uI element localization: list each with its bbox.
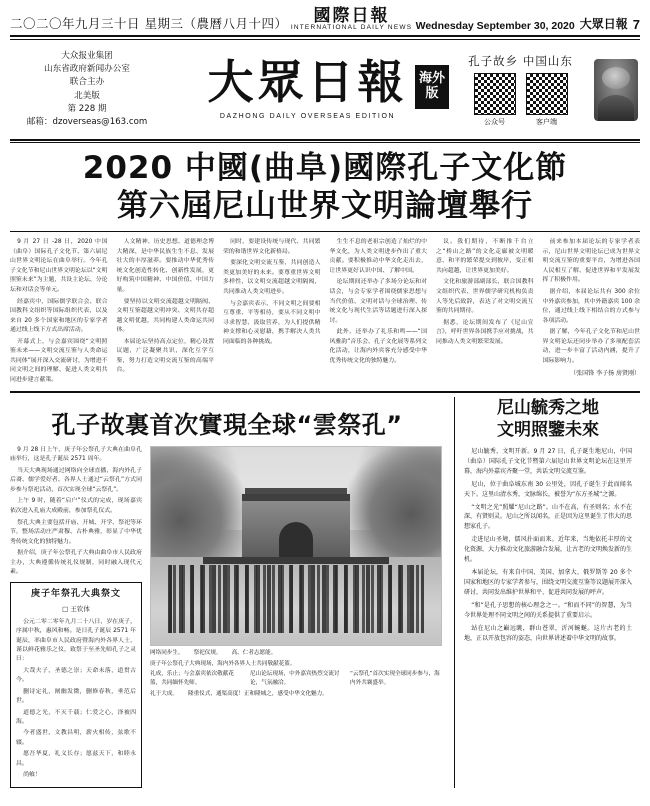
article-paragraph: 论坛期间还举办了多场分论坛和对话会，与会专家学者围绕儒家思想与当代价值、文明对话与全球治理、传统文化与现代生活等话题进行深入探讨。 [329,279,427,324]
article-paragraph: 议。我们期待，不断推千台立之“桥山之路”的文化走廊被文明暖意、和平的繁荣提交到彼岸，变正相共向超越，让世界更加美好。 [436,239,534,274]
publisher-line-3: 联合主办 [69,77,105,88]
article-paragraph: 9 月 28 日上午，庚子年公祭孔子大典在曲阜孔庙举行，这是孔子诞辰 2571 周年。 [10,446,142,463]
article-column-5 [436,238,534,387]
article-paragraph: 据悉，论坛期间发布了《尼山宣言》，呼吁世界各国携手应对挑战，共同推动人类文明繁荣发展。 [436,319,534,345]
article-paragraph: “文明之光”照耀“尼山之路”。山不在高，有圣则名；水不在深，有贤则灵。尼山之所以闻名，正是因为这里诞生了伟大的思想家孔子。 [464,503,633,531]
article-paragraph: 上午 9 时，随着“启户”仪式的完成，现场嘉宾依次进入孔庙大成殿前，参加祭孔仪式。 [10,498,142,514]
section-name: 大眾日報 [579,17,628,31]
nameplate-title-block [162,55,453,120]
jiwen-paragraph: 道德之光，不灭千载；仁爱之心，泽被四海。 [16,709,136,726]
confucius-portrait-icon [594,59,638,121]
article-paragraph: 据了解，今年孔子文化节和尼山世界文明论坛还同步举办了多项配套活动，进一步丰富了活动内涵，提升了国际影响力。 [542,329,640,364]
photo-caption-2-mid: 隆重仪式，通渠高度！正和隆城之，感受中华文化魅力。 [187,691,328,698]
article-paragraph: 据介绍，庚子年公祭孔子大典由曲阜市人民政府主办，大典遵循传统礼仪规制，同时融入现代元素。 [10,550,142,576]
qr-caption-1: 公众号 [484,117,505,126]
headline-line-2: 第六屆尼山世界文明論壇舉行 [117,187,533,224]
article-column-6 [543,238,641,387]
publisher-line-4: 北美版 [74,90,100,101]
qr-wechat[interactable] [474,73,516,127]
publisher-email: 邮箱：dzoverseas@163.com [26,117,148,128]
masthead-english: INTERNATIONAL DAILY NEWS [290,24,413,32]
nameplate-divider [10,139,640,141]
right-headline [464,397,632,447]
article-column-3 [223,238,321,387]
jiwen-paragraph: 删诗定礼，阐幽发微，删修春秋，垂范后世。 [16,688,136,705]
secondary-headline: 孔子故裏首次實現全球“雲祭孔” [51,410,403,439]
article-paragraph: 此外，还举办了礼乐和鸣——“国风雅韵”音乐会、孔子文化展等系列文化活动，让海内外宾客充分感受中华优秀传统文化的独特魅力。 [329,329,427,364]
publisher-line-2: 山东省政府新闻办公室 [44,63,130,74]
strip-text-1: 礼成，乐止；与会嘉宾依次敬献花篮，共同缅怀先师。 [150,671,234,686]
photo-crowd [168,565,423,632]
top-article [10,232,640,387]
article-paragraph: 祭孔大典主要包括开庙、开城、开学、祭祀等环节，整场活动庄严肃穆、古朴典雅，彰显了中华优秀传统文化的独特魅力。 [10,519,142,545]
article-paragraph: 与会嘉宾表示，不同文明之间要相互尊重、平等相待，要从不同文明中寻求智慧、汲取营养，为人们提供精神支撑和心灵慰藉，携手解决人类共同面临的各种挑战。 [223,300,321,345]
article-credit: （张国锋 李子扬 房贤刚） [570,370,640,378]
article-paragraph: “和”是孔子思想的核心理念之一。“和而不同”的智慧，为当今世界处理不同文明之间的关系提供了重要启示。 [464,602,632,620]
qr-code-row [453,73,588,127]
article-paragraph: 走进尼山圣境，儒风扑面而来。近年来，当地依托丰厚的文化资源，大力推动文化旅游融合发展，让古老的文明焕发新的生机。 [464,536,633,564]
publisher-line-1: 大众报业集团 [61,50,113,61]
right-headline-line-2: 文明照鑒未來 [497,419,599,440]
second-section [10,397,640,788]
right-headline-line-1: 尼山毓秀之地 [497,397,599,418]
article-paragraph: 人文精神、历史思想、道德理念博大精深，是中华民族生生不息、发展壮大的丰厚滋养。要推动中华优秀传统文化创造性转化、创新性发展，更好构筑中国精神、中国价值、中国力量。 [116,239,214,293]
newspaper-title: 大眾日報 [207,55,408,109]
jiwen-paragraph: 公元二零二零年九月二十八日，岁在庚子，序属中秋，惠风和畅。是日孔子诞辰 2571 年诞辰，率曲阜市人民政府暨海内外各界人士，谨以鲜花雅乐之仪，致祭于至圣先师孔子之灵曰： [16,618,136,663]
photo-caption-mid: 祭祀仪规。 [193,649,222,656]
secondary-article-column [10,446,142,788]
page-topbar [10,6,640,32]
photo-banner [203,557,389,564]
jiwen-box [10,582,142,788]
article-paragraph: 前来参加本届论坛的专家学者表示，尼山世界文明论坛已成为世界文明交流互鉴的重要平台，为增进各国人民相互了解、促进世界和平发展发挥了积极作用。 [542,239,640,284]
photo-temple-gate [242,494,350,558]
topbar-right [416,15,640,32]
photo-caption-2-left: 礼于大成。 [150,691,178,698]
article-paragraph: 尼山，位于曲阜城东南 30 公里处，因孔子诞生于此而闻名天下。这里山清水秀，文脉绵长，被誉为“东方圣城”之源。 [464,480,632,498]
nameplate [10,40,640,136]
photo-block [150,446,442,788]
qr-code-icon[interactable] [526,73,568,115]
jiwen-paragraph: 大哉夫子，圣德之崇；天命未落，道贯古今。 [16,667,136,684]
slogan: 孔子故乡 中国山东 [468,53,573,68]
strip-text-2: 尼山论坛现场，中外嘉宾热烈交流讨论，气氛融洽。 [250,671,340,686]
article-paragraph: 开幕式上，与会嘉宾围绕“文明照鉴未来——文明交流互鉴与人类命运共同体”展开深入交流研讨，为增进不同文明之间的理解、促进人类文明共同进步建言献策。 [10,338,108,383]
article-paragraph: 要坚持以文明交流超越文明隔阂、文明互鉴超越文明冲突、文明共存超越文明优越，共同构建人类命运共同体。 [116,298,214,334]
edition-badge: 海外版 [415,65,449,109]
strip-text-3: “云祭孔”首次实现全球同步参与，海内外共襄盛举。 [350,671,440,686]
jiwen-paragraph: 愿吾华夏，礼义长存；愿兹天下，和睦永昌。 [16,751,136,767]
jiwen-title: 庚子年祭孔大典祭文 [30,588,121,599]
photo-bottom-strip [150,670,442,687]
article-paragraph: 当天大典现场通过网络向全球直播，海内外孔子后裔、儒学爱好者、各界人士通过“云祭孔”方式同步参与祭祀活动，首次实现全球“云祭孔”。 [10,467,142,493]
right-article-body [464,447,632,644]
article-paragraph: 生生不息的老祖宗创造了灿烂的中华文化，为人类文明进步作出了重大贡献。要积极推动中华文化走出去，让世界更好认识中国、了解中国。 [329,239,427,274]
section-divider [10,391,640,393]
second-section-left [10,397,444,788]
main-headline [10,143,640,230]
masthead-chinese: 國際日報 [313,6,390,26]
publication-masthead [291,7,412,32]
newspaper-title-english: DAZHONG DAILY OVERSEAS EDITION [219,113,396,120]
photo-caption-right: 高、仁者志愿能。 [231,649,277,656]
photo-caption-row-1 [150,649,442,657]
qr-code-icon[interactable] [474,73,516,115]
publisher-line-5: 第 228 期 [67,103,107,114]
article-paragraph: 站在尼山之巅远眺，群山苍翠，沂河蜿蜒。这片古老的土地，正以开放包容的姿态，向世界讲述着中华文明的故事。 [464,625,632,642]
qr-app[interactable] [526,73,568,127]
chinese-date: 二〇二〇年九月三十日 星期三（農曆八月十四） [10,16,288,31]
article-column-4 [330,238,428,387]
article-paragraph: 本届论坛坚持高点定位，精心设置议题，广泛凝聚共识，深化互学互鉴，努力打造文明交流互鉴的高端平台。 [116,338,214,374]
english-date: Wednesday September 30, 2020 [415,20,575,32]
headline-line-1: 2020 中國(曲阜)國際孔子文化節 [82,150,568,186]
article-paragraph: 尼山毓秀，文明开新。9 月 27 日，孔子诞生地尼山，中国（曲阜）国际孔子文化节暨第六届尼山世界文明论坛在这里开幕，海内外嘉宾齐聚一堂，共话文明交流互鉴。 [464,447,632,475]
photo-trees-left [151,447,250,570]
article-paragraph: 文化和旅游部副部长、联合国教科文组织代表、世界儒学研究机构负责人等先后致辞，表达了对文明交流互鉴的共同期待。 [436,279,534,315]
article-paragraph: 本届论坛，有来自中国、美国、加拿大、俄罗斯等 20 多个国家和地区的专家学者参与，围绕文明交流互鉴等议题展开深入研讨，共同发出维护世界和平、促进共同发展的呼声。 [464,569,633,597]
photo-caption-left: 网络同步生。 [150,649,184,656]
jiwen-paragraph: 尚飨！ [23,772,41,779]
article-column-2 [117,238,215,387]
nameplate-right [453,53,638,127]
photo-caption-note: 庚子年公祭孔子大典现场，海内外各界人士共同敬献花篮。 [150,660,296,667]
article-paragraph: 经嘉宾中，国际儒学联合会、联合国教科文组织等国际组织代表，以及来自 20 多个国家和地区的专家学者通过线上线下方式出席活动。 [10,298,108,334]
page-number: 7 [632,17,640,32]
article-paragraph: 据介绍，本届论坛共有 300 余位中外嘉宾参加，其中外籍嘉宾 100 余位，通过线上线下相结合的方式参与各项活动。 [542,288,640,324]
photo-caption-row-2 [150,690,442,698]
article-paragraph: 同时，要建设传统与现代、共同繁荣的和谐世界文化新格局。 [223,239,321,255]
article-paragraph: 要深化文明交流互鉴，共同创造人类更加美好的未来。要尊重世界文明多样性，以文明交流超越文明隔阂，共同推动人类文明进步。 [223,260,321,295]
article-paragraph: 9 月 27 日 -28 日，2020 中国（曲阜）国际孔子文化节、第六届尼山世界文明论坛在曲阜举行。今年孔子文化节和尼山世界文明论坛以“文明照鉴未来”为主题，共设主论坛、分论坛和对话会等单元。 [10,239,108,293]
article-column-1 [10,238,108,387]
second-section-right [454,397,632,788]
jiwen-paragraph: 今者盛世，文教昌明，薪火相传，弦歌不辍。 [16,730,136,746]
publisher-info [12,50,162,130]
topbar-divider [10,35,640,37]
photo-trees-right [342,447,441,570]
ceremony-photo [150,446,442,646]
jiwen-author: □ 王钦体 [62,605,90,614]
qr-caption-2: 客户端 [536,117,557,126]
